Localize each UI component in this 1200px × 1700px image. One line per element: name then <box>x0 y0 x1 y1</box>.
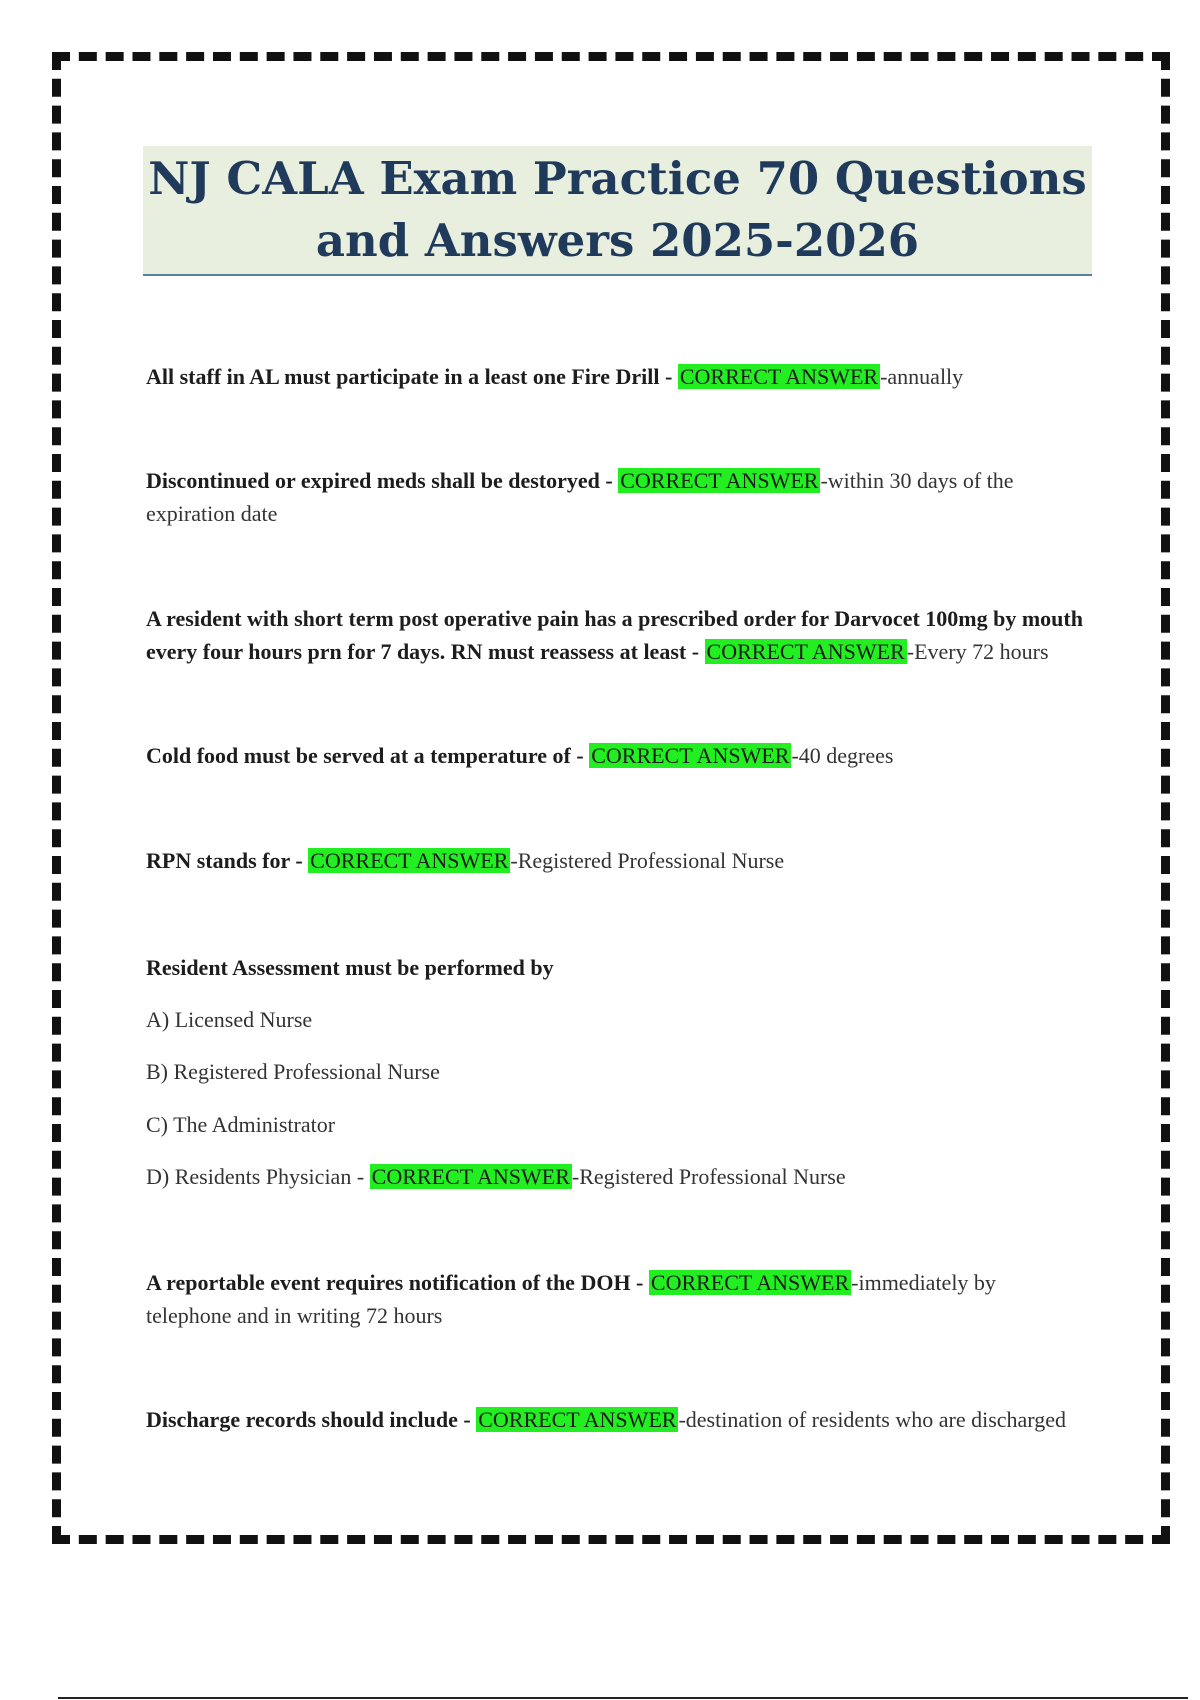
correct-answer-tag: CORRECT ANSWER <box>310 848 509 873</box>
question-text: All staff in AL must participate in a least one Fire Drill - <box>146 364 678 389</box>
question-text: Discontinued or expired meds shall be destoryed - <box>146 468 619 493</box>
question-text: RPN stands for - <box>146 848 309 873</box>
qa-item <box>146 602 1086 668</box>
option-d <box>146 1160 846 1193</box>
question-text: A resident with short term post operative pain has a prescribed order for Darvocet 100mg by mouth every four hours prn for 7 days. RN must reassess at least - <box>146 606 1083 664</box>
qa-item <box>146 739 1086 772</box>
answer-text: -destination of residents who are discharged <box>678 1407 1067 1432</box>
question-text: Cold food must be served at a temperature of - <box>146 743 590 768</box>
correct-answer-tag: CORRECT ANSWER <box>706 639 905 664</box>
title-banner <box>143 146 1092 276</box>
answer-text: -Every 72 hours <box>906 639 1049 664</box>
question-text: Resident Assessment must be performed by <box>146 955 554 980</box>
qa-item <box>146 951 1086 984</box>
page-title-line-2: and Answers 2025-2026 <box>315 214 920 267</box>
qa-item <box>146 360 1086 393</box>
answer-text: -immediately by telephone and in writing 72 hours <box>146 1270 996 1328</box>
answer-text: -Registered Professional Nurse <box>510 848 785 873</box>
correct-answer-tag: CORRECT ANSWER <box>371 1164 570 1189</box>
qa-item <box>146 1403 1086 1436</box>
correct-answer-tag: CORRECT ANSWER <box>650 1270 850 1295</box>
answer-text: -annually <box>880 364 964 389</box>
correct-answer-tag: CORRECT ANSWER <box>620 468 819 493</box>
correct-answer-tag: CORRECT ANSWER <box>679 364 879 389</box>
option-b: B) Registered Professional Nurse <box>146 1059 440 1084</box>
qa-item <box>146 844 1086 877</box>
option-a: A) Licensed Nurse <box>146 1007 313 1032</box>
correct-answer-tag: CORRECT ANSWER <box>478 1407 677 1432</box>
qa-item <box>146 464 1086 530</box>
option-d-label: D) Residents Physician - <box>146 1164 370 1189</box>
answer-text: -Registered Professional Nurse <box>571 1164 846 1189</box>
question-text: A reportable event requires notification of the DOH - <box>146 1270 649 1295</box>
answer-text: -within 30 days of the expiration date <box>146 468 1014 526</box>
option-c: C) The Administrator <box>146 1112 336 1137</box>
page-title-line-1: NJ CALA Exam Practice 70 Questions <box>148 152 1087 205</box>
answer-text: -40 degrees <box>791 743 894 768</box>
footer-rule <box>58 1697 1188 1699</box>
qa-item <box>146 1266 1086 1332</box>
correct-answer-tag: CORRECT ANSWER <box>591 743 790 768</box>
question-text: Discharge records should include - <box>146 1407 477 1432</box>
